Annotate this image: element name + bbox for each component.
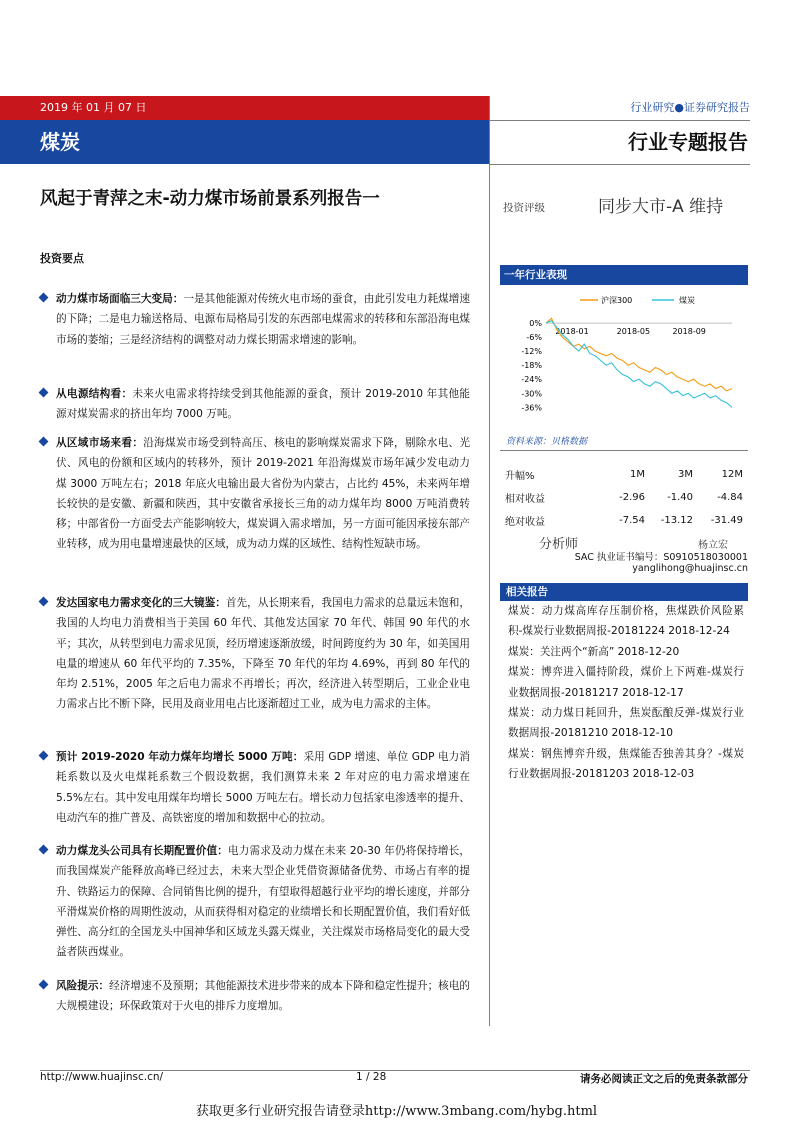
diamond-bullet-icon [39,751,49,761]
returns-table [505,463,743,532]
footer-disclaimer: 请务必阅读正文之后的免责条款部分 [580,1073,748,1085]
diamond-bullet-icon [39,597,49,607]
bullet-title: 动力煤市场面临三大变局： [56,293,184,305]
y-axis [521,319,542,412]
table-header: 升幅% [505,471,535,482]
bullet-item [40,593,470,715]
rating-value: 同步大市-A 维持 [598,197,724,217]
related-report-item[interactable]: 煤炭：关注两个“新高” 2018-12-20 [508,645,680,658]
related-report-item[interactable]: 煤炭：博弈进入僵持阶段，煤价上下两难-煤炭行业数据周报-20181217 2018-12-17 [508,666,744,699]
bullet-text: 电力需求及动力煤在未来 20-30 年仍将保持增长，而我国煤炭产能释放高峰已经过去，未来大型企业凭借资源储备优势、市场占有率的提升、铁路运力的保障、合同销售比例的提升，有望取得超越行业平均的增长速度，并部分平滑煤炭价格的周期性波动，从而获得相对稳定的业绩增长和长期配置价值，我们看好低弹性、高分红的全国龙头中国神华和区域龙头露天煤业，关注煤炭市场格局变化的最大受益者陕西煤业。 [56,845,470,959]
report-category: 行业研究●证券研究报告 [630,101,750,114]
table-cell: -1.40 [667,492,693,503]
bullet-text: 首先，从长期来看，我国电力需求的总量远未饱和，我国的人均电力消费相当于美国 60 年代、其他发达国家 70 年代、韩国 90 年代的水平；其次，从转型到电力需求见顶，经历增速逐渐放缓，时间跨度约为 30 年，如美国用电量的增速从 60 年代平均的 7.35%，下降至 70 年代的年均 4.69%，再到 80 年代的年均 2.51%，2005 年之后电力需求不再增长；再次，经济进入转型期后，工业企业电力需求占比不断下降，民用及商业用电占比逐渐超过工业，成为电力需求的主体。 [56,597,471,711]
report-title: 风起于青萍之末-动力煤市场前景系列报告一 [40,189,380,209]
table-cell: -13.12 [660,515,693,526]
performance-heading: 一年行业表现 [500,265,748,285]
bullet-title: 动力煤龙头公司具有长期配置价值： [56,845,229,857]
bullet-text: 一是其他能源对传统火电市场的蚕食，由此引发电力耗煤增速的下降；二是电力输送格局、电源布局格局引发的东西部电煤需求的转移和东部沿海电煤市场的萎缩；三是经济结构的调整对动力煤长期需求增速的影响。 [56,293,470,346]
footer-url[interactable]: http://www.huajinsc.cn/ [40,1071,164,1083]
section-heading: 投资要点 [40,252,84,265]
related-report-item[interactable]: 煤炭：动力煤高库存压制价格，焦煤跌价风险累积-煤炭行业数据周报-20181224 2018-12-24 [508,605,744,638]
legend-label: 沪深300 [601,296,633,305]
related-reports-heading: 相关报告 [500,583,748,601]
x-tick-label: 2018-05 [616,327,651,337]
bullet-item [40,289,470,350]
bullet-item [40,841,470,963]
diamond-bullet-icon [39,437,49,447]
y-tick-label: -6% [526,333,542,343]
analyst-name: 杨立宏 [698,540,728,551]
table-header: 12M [721,469,743,480]
bullet-item [40,384,470,425]
y-tick-label: -12% [521,347,542,357]
chart-source: 资料来源：贝格数据 [506,437,588,447]
x-tick-label: 2018-01 [555,327,589,337]
table-cell: -4.84 [717,492,743,503]
bullet-text: 经济增速不及预期；其他能源技术进步带来的成本下降和稳定性提升；核电的大规模建设；环保政策对于火电的排斥力度增加。 [56,980,471,1013]
y-tick-label: -36% [521,403,542,413]
divider [500,450,748,451]
y-tick-label: 0% [529,319,542,329]
bullet-item [40,747,470,828]
table-row [505,509,743,532]
y-tick-label: -18% [521,361,542,371]
column-divider [489,96,490,1026]
analyst-cert: SAC 执业证书编号：S0910518030001 [574,552,748,563]
table-cell: 绝对收益 [505,517,545,528]
legend-label: 煤炭 [679,296,695,305]
y-tick-label: -30% [521,389,542,399]
table-cell: 相对收益 [505,494,545,505]
bullet-text: 未来火电需求将持续受到其他能源的蚕食，预计 2019-2010 年其他能源对煤炭需求的挤出年均 7000 万吨。 [56,388,470,421]
report-date: 2019 年 01 月 07 日 [40,101,147,114]
bullet-title: 从区域市场来看： [56,437,144,449]
table-header-row [505,463,743,486]
related-reports-list [508,601,744,785]
bullet-title: 从电源结构看： [56,388,133,400]
diamond-bullet-icon [39,980,49,990]
table-header: 1M [630,469,645,480]
x-axis [546,323,732,336]
y-tick-label: -24% [521,375,542,385]
bullet-title: 发达国家电力需求变化的三大镜鉴： [56,597,226,609]
bullet-title: 预计 2019-2020 年动力煤年均增长 5000 万吨： [56,751,304,763]
diamond-bullet-icon [39,388,49,398]
diamond-bullet-icon [39,293,49,303]
analyst-label: 分析师 [539,537,579,552]
promo-banner[interactable]: 获取更多行业研究报告请登录http://www.3mbang.com/hybg.html [195,1104,598,1119]
page-number: 1 / 28 [356,1071,387,1083]
report-type: 行业专题报告 [628,130,748,154]
table-cell: -2.96 [619,492,645,503]
bullet-text: 采用 GDP 增速、单位 GDP 电力消耗系数以及火电煤耗系数三个假设数据，我们测算未来 2 年对应的电力需求增速在 5.5%左右。其中发电用煤年均增长 5000 万吨左右。增长动力包括家电渗透率的提升、电动汽车的推广普及、高铁密度的增加和数据中心的拉动。 [56,751,470,824]
header-divider [490,164,750,165]
x-tick-label: 2018-09 [672,327,706,337]
table-cell: -31.49 [710,515,743,526]
table-header: 3M [678,469,693,480]
related-report-item[interactable]: 煤炭：动力煤日耗回升，焦炭酝酿反弹-煤炭行业数据周报-20181210 2018-12-10 [508,707,744,740]
bullet-item [40,976,470,1017]
bullet-item [40,433,470,555]
bullet-title: 风险提示： [56,980,110,992]
bullet-text: 沿海煤炭市场受到特高压、核电的影响煤炭需求下降，剔除水电、光伏、风电的份额和区域内的转移外，预计 2019-2021 年沿海煤炭市场年减少发电动力煤 3000 万吨左右；2018 年底火电输出最大省份为内蒙古，占比约 45%，未来两年增长较快的是安徽、新疆和陕西，其中安徽省承接长三角的动力煤年均 8000 万吨消费转移；中部省份一方面受去产能影响较大，煤炭调入需求增加，另一方面可能因承接东部产业转移，成为用电量增速最快的区域，成为动力煤的区域性、结构性短缺市场。 [56,437,471,551]
diamond-bullet-icon [39,845,49,855]
performance-chart [500,288,748,430]
rating-label: 投资评级 [503,202,545,214]
related-report-item[interactable]: 煤炭：钢焦博弈升级，焦煤能否独善其身？-煤炭行业数据周报-20181203 2018-12-03 [508,747,744,781]
table-cell: -7.54 [619,515,645,526]
industry-name: 煤炭 [40,130,80,154]
analyst-email[interactable]: yanglihong@huajinsc.cn [632,563,748,574]
table-row [505,486,743,509]
